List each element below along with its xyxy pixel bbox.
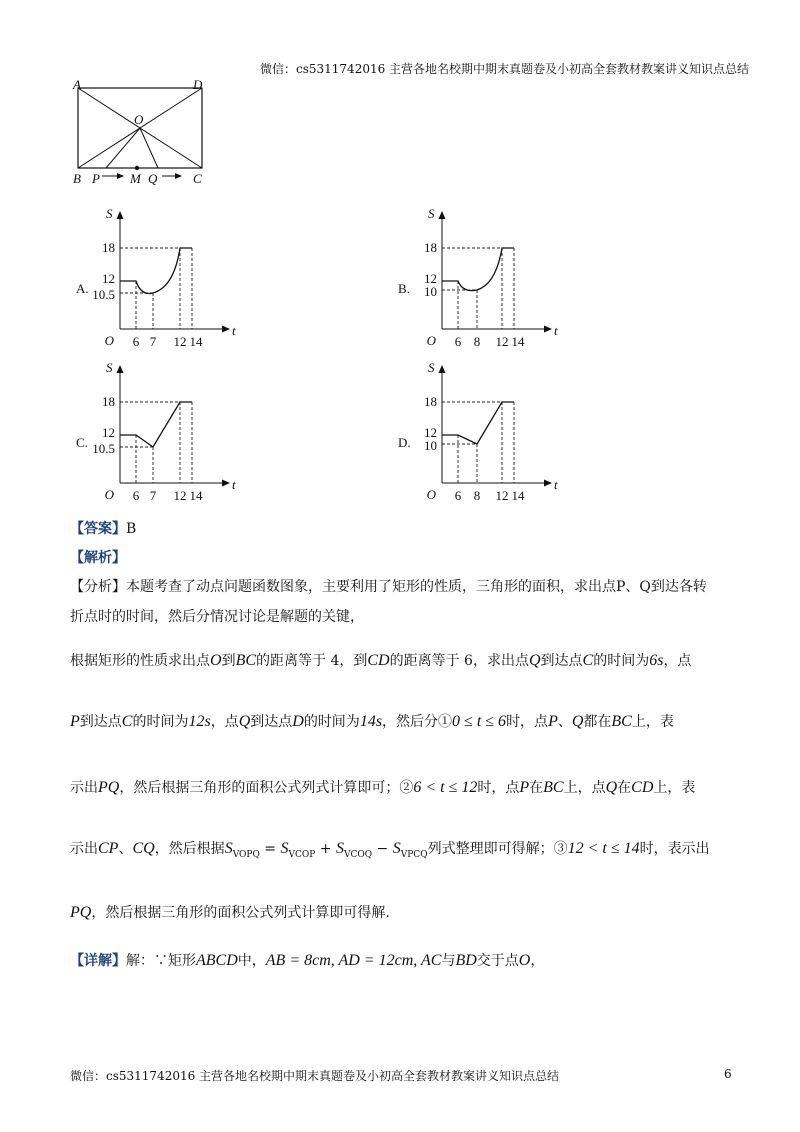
tick-x-6: 6 [132,334,140,349]
detail-line: 【详解】解：∵矩形ABCD中，AB = 8cm, AD = 12cm, AC与BD交于点O， [70,952,545,969]
axis-label-t: t [232,323,236,338]
tick-x-12: 12 [173,488,187,503]
tick-x-12: 12 [173,334,187,349]
body-line-5: PQ，然后根据三角形的面积公式列式计算即可得解. [70,904,390,921]
option-letter: D. [398,435,411,450]
tick-x-6: 6 [454,488,462,503]
label-A: A [73,77,81,92]
function-curve [120,402,192,447]
y-axis-arrow [439,365,446,373]
option-graph-3 [74,362,244,502]
tick-x-14: 14 [511,488,525,503]
tick-18: 18 [424,394,437,409]
page-number: 6 [724,1067,732,1081]
label-M: M [130,171,141,186]
tick-12: 12 [102,271,115,286]
body-line-4: 示出CP、CQ，然后根据$S_{VOPQ} = S_{VCOP} + S_{VCOQ} - S_{VPCQ}$列式整理即可得解；③12 < t ≤ 14时，表示出 [70,840,710,860]
tick-x-8: 8 [473,334,481,349]
body-line-1: 根据矩形的性质求出点O到BC的距离等于 4，到CD的距离等于 6，求出点Q到达点C的时间为6s，点 [70,652,692,669]
function-curve [120,248,192,294]
x-axis-arrow [222,480,230,487]
tick-x-7: 7 [149,334,157,349]
tick-low: 10.5 [92,441,115,456]
axis-label-s: S [428,360,435,375]
option-graph-4 [396,362,566,502]
origin-label: O [104,333,114,348]
option-letter: C. [76,435,88,450]
label-O: O [134,112,144,127]
label-C: C [193,171,202,186]
tick-low: 10 [424,438,437,453]
answer-tag: 【答案】 [70,521,126,537]
axis-label-s: S [106,360,113,375]
label-B: B [73,171,81,186]
page-footer: 微信：cs5311742016 主营各地名校期中期末真题卷及小初高全套教材教案讲义知识点总结 [70,1069,560,1083]
axis-label-t: t [554,323,558,338]
label-P: P [92,171,100,186]
y-axis-arrow [439,211,446,219]
option-graph-1 [74,208,244,348]
x-axis-arrow [222,326,230,333]
tick-x-14: 14 [511,334,525,349]
label-Q: Q [148,171,158,186]
body-line-2: P到达点C的时间为12s，点Q到达点D的时间为14s，然后分①0 ≤ t ≤ 6时，点P、Q都在BC上，表 [70,713,674,730]
y-axis-arrow [117,365,124,373]
analysis-tag: 【解析】 [70,550,126,566]
page-header: 微信：cs5311742016 主营各地名校期中期末真题卷及小初高全套教材教案讲义知识点总结 [260,62,750,76]
tick-low: 10.5 [92,287,115,302]
function-curve [442,402,514,444]
tick-12: 12 [424,271,437,286]
function-curve [442,248,514,291]
fenxi-line-2: 折点时的时间，然后分情况讨论是解题的关键， [70,609,364,625]
option-letter: B. [398,281,410,296]
axis-label-s: S [106,206,113,221]
axis-label-t: t [232,477,236,492]
tick-18: 18 [102,394,115,409]
answer-value: B [126,521,137,537]
tick-x-12: 12 [495,488,509,503]
tick-x-7: 7 [149,488,157,503]
origin-label: O [104,487,114,502]
body-line-3: 示出PQ，然后根据三角形的面积公式列式计算即可；②6 < t ≤ 12时，点P在BC上，点Q在CD上，表 [70,779,696,796]
tick-low: 10 [424,284,437,299]
tick-x-12: 12 [495,334,509,349]
y-axis-arrow [117,211,124,219]
axis-label-s: S [428,206,435,221]
option-letter: A. [76,281,89,296]
detail-tag: 【详解】 [70,953,126,969]
tick-x-6: 6 [454,334,462,349]
tick-18: 18 [424,240,437,255]
option-graph-2 [396,208,566,348]
tick-x-8: 8 [473,488,481,503]
fenxi-tag: 【分析】 [70,579,126,595]
fenxi-line-1: 【分析】本题考查了动点问题函数图象，主要利用了矩形的性质，三角形的面积，求出点P、Q到达各转 [70,579,707,595]
axis-label-t: t [554,477,558,492]
tick-18: 18 [102,240,115,255]
tick-x-6: 6 [132,488,140,503]
answer-line [70,518,136,540]
origin-label: O [426,487,436,502]
label-D: D [193,77,203,92]
x-axis-arrow [544,480,552,487]
tick-12: 12 [102,425,115,440]
x-axis-arrow [544,326,552,333]
tick-x-14: 14 [189,488,203,503]
tick-12: 12 [424,425,437,440]
tick-x-14: 14 [189,334,203,349]
origin-label: O [426,333,436,348]
